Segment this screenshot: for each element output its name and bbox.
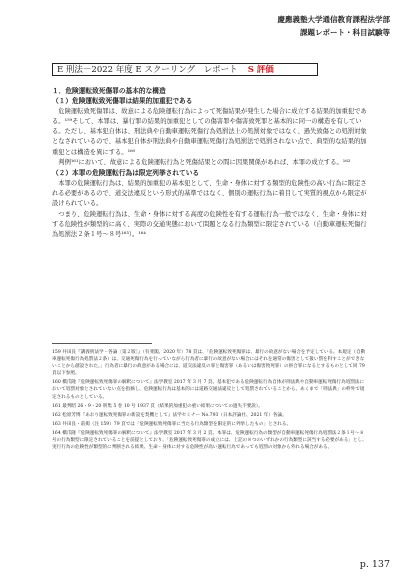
report-title: E 刑法－2022 年度 E スクーリング レポート	[57, 65, 238, 75]
subsection-heading-1: （１）危険運転致死傷罪は結果的加重犯である	[52, 97, 193, 106]
paragraph-2: 判例¹⁶¹において、故意による危険運転行為と死傷結果との間に因果関係があれば、本罪の成立する。¹⁶²	[58, 159, 351, 167]
footnote-160: 160 橋爪隆『危険運転致死傷罪の解釈について』法学教室 2017 年 3 月 7 頁。基本犯である危険運転行為自体が刑法典や自動車運転死傷行為処罰法において処罰対象とされていない点を指摘し、危険運転行為は基本的には道路交通法違反として処罰されていることから、あくまで「刑法典」の枠外で規定されるものとしている。	[52, 380, 365, 400]
footnote-164: 164 橋爪隆『危険運転致死傷罪の解釈について』法学教室 2017 年 3 月 2 頁。本罪は、危険運転行為の類型が自動車運転死傷行為処罰法２条１号〜８号の行為類型に限定されていることを前提としており、「危険運転致死傷罪の成立には、上記の８つのいずれかの行為類型に該当する必要がある」とし、実行行為の危険性が類型的に判断される結果、生命・身体に対する危険性が高い運転行為であっても処罰の対象から外れる場合がある。	[52, 430, 367, 451]
footnote-161: 161 最判昭 26・9・20 刑集 5 巻 10 号 1937 頁（結果的加重犯の重い結果についての過失不要説）。	[52, 403, 263, 409]
page-number: p. 137	[359, 559, 390, 570]
institution-label: 慶應義塾大学通信教育課程法学部	[277, 15, 390, 24]
section-heading: １．危険運転致死傷罪の基本的な構造	[52, 87, 166, 95]
grade-badge: S 評価	[247, 65, 274, 75]
paragraph-1: 危険運転致死傷罪は、故意による危険運転行為によって死傷結果が発生した場合に成立する結果的加重犯である。¹⁵⁹そして、本罪は、暴行罪の結果的加重犯としての傷害罪や傷害致死罪と基本的に同一の構造を有している。ただし、基本犯自体は、刑法典や自動車運転死傷行為処罰法上の処罰対象ではなく、過失致傷との処罰対象となされているので、基本犯自体が刑法典や自動車運転死傷行為処罰法で処罰されない点で、典型的な結果的加重犯とは構造を異にする。¹⁶⁰	[52, 107, 367, 156]
paragraph-4: つまり、危険運転行為は、生命・身体に対する高度の危険性を有する運転行為一般ではなく、生命・身体に対する危険性が類型的に高く、実際の交通実態において問題となる行為類型に限定されている（自動車運転死傷行為処罰法２条１号〜８号¹⁶³）。¹⁶⁴	[52, 210, 367, 239]
paragraph-3: 本罪の危険運転行為は、結果的加重犯の基本犯として、生命・身体に対する類型的危険性の高い行為に限定される必要があるので、道交法違反という形式的基準ではなく、個別の運転行為に着目して実質的視点から限定が設けられている。	[52, 179, 367, 208]
document-type-label: 課題レポート・科目試験等	[300, 28, 390, 37]
footnotes	[52, 349, 368, 453]
footnote-159: 159 井田良『講義刑法学・各論〔第２版〕』（有斐閣、2020 年）78 頁は、「危険運転致死傷罪は、暴行の故意がない場合を予定している。本規定（自動車運転死傷行為処罰法２条）は、交通死傷行為を行っていながら行為者に暴行の故意がない場合にはそれを通常の傷害として扱い罰を科すことができないことから創設された。」行為者に暴行の故意がある場合には、道交法違反の罪と傷害罪（あるいは傷害致死罪）の併合罪になるとするものとして同 79 頁以下参照。	[52, 350, 366, 377]
footnote-162: 162 松原芳博『あおり運転致死傷罪の新設を契機として』法学セミナー No.793（日本評論社、2021 年）各論。	[52, 412, 287, 418]
report-title-box	[52, 63, 318, 76]
report-body	[52, 86, 368, 240]
subsection-heading-2: （２）本罪の危険運転行為は限定列挙されている	[52, 169, 200, 178]
footnote-divider	[52, 343, 152, 344]
footnote-163: 163 井田良・前掲（注 159）79 頁では「危険運転致死傷罪に当たる行為類型を限定的に列挙したもの」とされる。	[52, 421, 292, 427]
